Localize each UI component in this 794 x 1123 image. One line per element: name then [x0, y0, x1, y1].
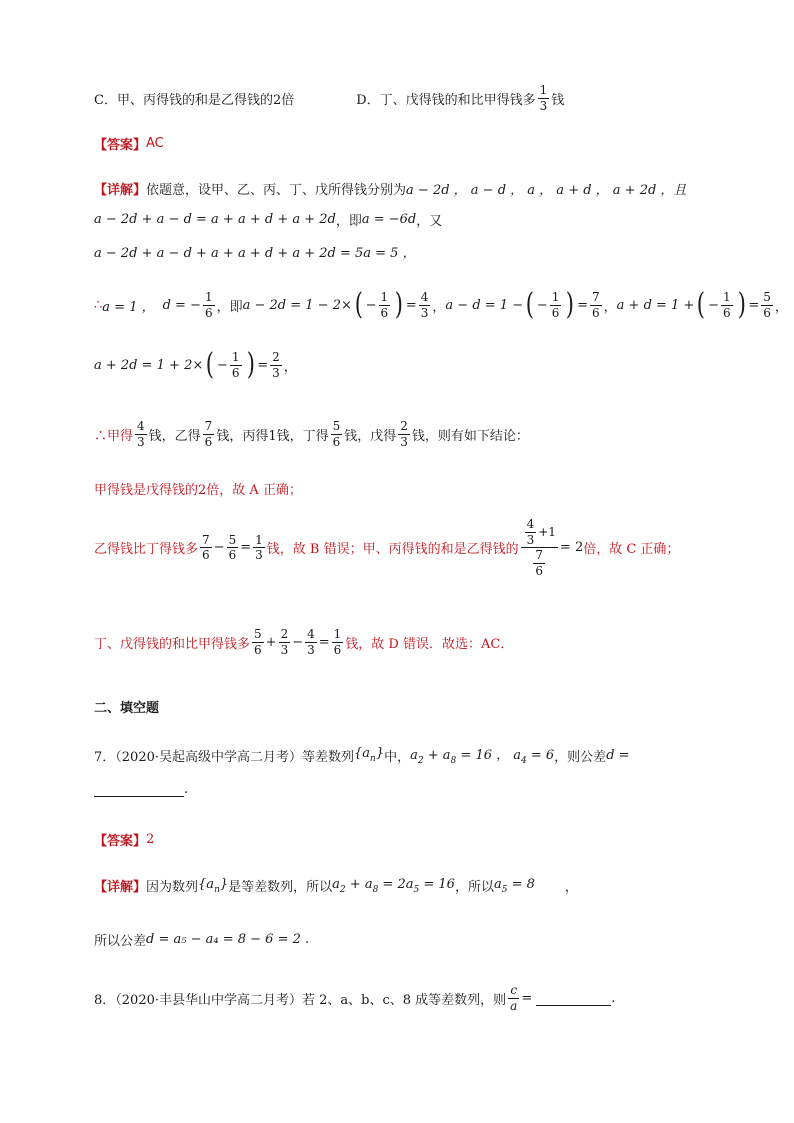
text: 钱，故 B 错误；甲、丙得钱的和是乙得钱的	[266, 542, 519, 558]
section-title	[94, 697, 159, 716]
answer-value: AC	[146, 136, 164, 151]
q7-blank-line	[94, 782, 188, 797]
text: 钱，故 D 错误．故选：AC．	[345, 636, 514, 652]
text: ∴甲得	[94, 428, 134, 444]
q6-detail-line-2	[94, 210, 442, 229]
text: ，所以	[454, 880, 494, 895]
section-title-text: 二、填空题	[94, 701, 160, 716]
q7-stem: 7．（2020·吴起高级中学高二月考）等差数列 $\{a_n\}$ 中， $a_2 + a_8 = 16$ ， $a_4 = 6$ ，则公差 d =	[94, 746, 630, 766]
equation: a = 1 ，	[102, 299, 155, 315]
fraction: $\frac{1}{6}$	[204, 289, 213, 320]
text: ，	[564, 880, 578, 895]
q6-option-bc-analysis: 乙得钱比丁得钱多 $\frac{7}{6}$ − $\frac{5}{6}$ = $\frac{1}{3}$ 钱，故 B 错误；甲、丙得钱的和是乙得钱的 $\frac{4}{3}$ +1 $\frac{7}{6}$ = 2 倍，故 C 正确；	[94, 517, 680, 578]
text: 钱，则有如下结论：	[411, 428, 529, 444]
q6-detail-line-4: ∴ a = 1 ， d = − $\frac{1}{6}$ ，即 a − 2d = 1 − 2× ( − $\frac{1}{6}$ ) = $\frac{4}{3}$ ， a − d = 1 − ( − $\frac{1}{6}$ ) = $\frac{7}{6}$ ， a + d = 1 + ( − $\frac{1}{6}$ ) = $\frac{5}{6}$ ，	[94, 287, 788, 322]
q6-detail-line-1	[94, 179, 686, 198]
q7-detail-line-2	[94, 930, 309, 949]
detail-vars: a − 2d ， a − d ， a ， a + d ， a + 2d ，且	[406, 183, 687, 198]
text: 钱，戊得	[344, 428, 397, 444]
q7-answer	[94, 830, 154, 849]
equation: d =	[606, 747, 630, 763]
answer-tag: 【答案】	[94, 834, 147, 849]
text: 8．（2020·丰县华山中学高二月考）若 2、a、b、c、8 成等差数列，则	[94, 992, 507, 1008]
answer-blank[interactable]	[536, 991, 611, 1006]
answer-blank[interactable]	[94, 782, 184, 797]
text: ，则公差	[554, 749, 607, 765]
option-d-prefix: D．丁、戊得钱的和比甲得钱多	[356, 92, 536, 108]
equation: a − 2d + a − d + a + a + d + a + 2d = 5a = 5 ，	[94, 246, 416, 261]
text: 钱，丙得1钱，丁得	[216, 428, 329, 444]
period: .	[184, 782, 189, 797]
text: 因为数列	[146, 880, 199, 895]
q6-detail-line-3	[94, 242, 416, 261]
equation: a + 2d = 1 + 2×	[94, 357, 204, 373]
equation: a − 2d = 1 − 2×	[242, 297, 352, 313]
option-d-suffix: 钱	[551, 92, 565, 108]
detail-tag: 【详解】	[94, 183, 147, 198]
text: 丁、戊得钱的和比甲得钱多	[94, 636, 251, 652]
q6-conclusion-line: ∴甲得 $\frac{4}{3}$ 钱，乙得 $\frac{7}{6}$ 钱，丙得1钱，丁得 $\frac{5}{6}$ 钱，戊得 $\frac{2}{3}$ 钱，则有如下结论：	[94, 419, 529, 449]
text: 钱，乙得	[148, 428, 201, 444]
therefore-symbol: ∴	[94, 297, 103, 313]
detail-text: 依题意，设甲、乙、丙、丁、戊所得钱分别为	[146, 183, 407, 198]
q7-detail-line-1: 【详解】 因为数列 $\{a_n\}$ 是等差数列，所以 $a_2 + a_8 = 2a_5 = 16$ ，所以 $a_5 = 8$ ，	[94, 876, 578, 895]
option-c: C．甲、丙得钱的和是乙得钱的2倍	[94, 92, 295, 108]
options-line	[94, 84, 564, 112]
answer-tag: 【答案】	[94, 138, 147, 153]
text: 倍，故 C 正确；	[583, 542, 680, 558]
equation: d = a₅ − a₄ = 8 − 6 = 2 .	[146, 932, 310, 947]
text: ，又	[416, 214, 443, 229]
answer-value: 2	[146, 832, 155, 847]
text: 中，	[384, 749, 411, 765]
text: 甲得钱是戊得钱的2倍，故 A 正确；	[94, 483, 302, 498]
text: ，即	[216, 299, 243, 315]
q6-option-d-analysis: 丁、戊得钱的和比甲得钱多 $\frac{5}{6}$ + $\frac{2}{3}$ − $\frac{4}{3}$ = $\frac{1}{6}$ 钱，故 D 错误．故选：AC．	[94, 627, 514, 657]
equals: =	[521, 990, 533, 1006]
period: .	[611, 990, 616, 1006]
q6-answer	[94, 134, 164, 153]
text: 7．（2020·吴起高级中学高二月考）等差数列	[94, 749, 354, 765]
q6-option-a-analysis	[94, 479, 302, 498]
text: 乙得钱比丁得钱多	[94, 542, 199, 558]
detail-tag: 【详解】	[94, 880, 147, 895]
q8-stem: 8．（2020·丰县华山中学高二月考）若 2、a、b、c、8 成等差数列，则 $\frac{c}{a}$ = .	[94, 983, 616, 1013]
q6-detail-line-5: a + 2d = 1 + 2× ( − $\frac{1}{6}$ ) = $\frac{2}{3}$ ，	[94, 347, 297, 382]
text: 是等差数列，所以	[228, 880, 333, 895]
text: 所以公差	[94, 934, 147, 949]
compound-fraction: $\frac{4}{3}$ +1 $\frac{7}{6}$	[521, 518, 558, 577]
equation: a − 2d + a − d = a + a + d + a + 2d	[94, 212, 336, 227]
equation: d = −	[162, 297, 201, 313]
option-d-fraction: $\frac{1}{3}$	[539, 83, 548, 113]
text: ，即	[335, 214, 362, 229]
equation: a = −6d	[361, 212, 417, 227]
